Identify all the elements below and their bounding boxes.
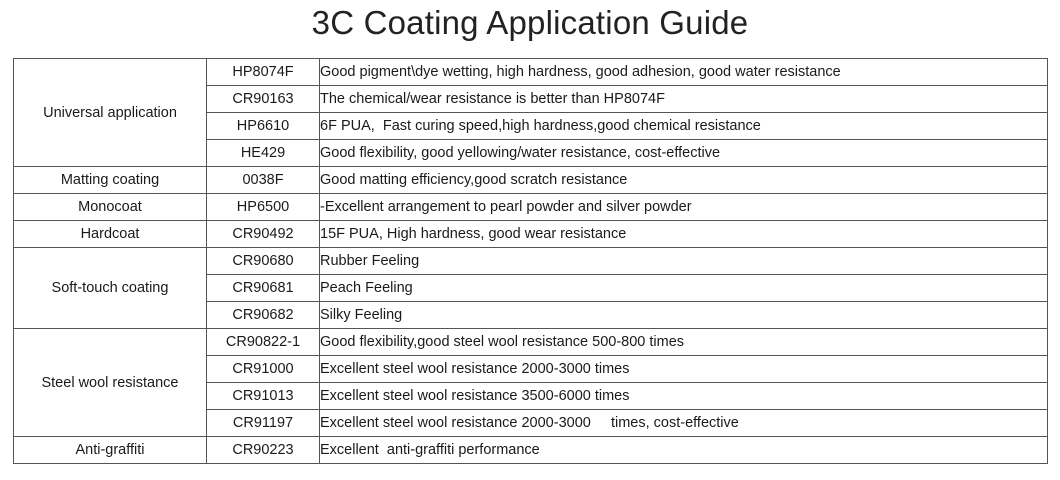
coating-guide-body	[14, 59, 1048, 464]
category-cell: Universal application	[14, 59, 207, 167]
description-cell: -Excellent arrangement to pearl powder and silver powder	[320, 194, 1048, 221]
product-code-cell: CR90681	[207, 275, 320, 302]
description-cell: Good flexibility,good steel wool resistance 500-800 times	[320, 329, 1048, 356]
table-row	[14, 329, 1048, 356]
category-cell: Anti-graffiti	[14, 437, 207, 464]
product-code-cell: CR91000	[207, 356, 320, 383]
product-code-cell: HE429	[207, 140, 320, 167]
description-cell: 6F PUA, Fast curing speed,high hardness,good chemical resistance	[320, 113, 1048, 140]
category-cell: Monocoat	[14, 194, 207, 221]
table-row	[14, 221, 1048, 248]
description-cell: Excellent steel wool resistance 2000-3000 times	[320, 356, 1048, 383]
description-cell: Good matting efficiency,good scratch resistance	[320, 167, 1048, 194]
product-code-cell: CR90822-1	[207, 329, 320, 356]
table-row	[14, 437, 1048, 464]
product-code-cell: CR91013	[207, 383, 320, 410]
product-code-cell: CR90223	[207, 437, 320, 464]
product-code-cell: CR90680	[207, 248, 320, 275]
product-code-cell: HP6610	[207, 113, 320, 140]
product-code-cell: CR91197	[207, 410, 320, 437]
table-row	[14, 248, 1048, 275]
coating-guide-table	[13, 58, 1048, 464]
product-code-cell: CR90682	[207, 302, 320, 329]
product-code-cell: CR90492	[207, 221, 320, 248]
table-row	[14, 167, 1048, 194]
description-cell: Excellent steel wool resistance 2000-3000 times, cost-effective	[320, 410, 1048, 437]
product-code-cell: 0038F	[207, 167, 320, 194]
description-cell: Excellent steel wool resistance 3500-6000 times	[320, 383, 1048, 410]
product-code-cell: HP8074F	[207, 59, 320, 86]
description-cell: Rubber Feeling	[320, 248, 1048, 275]
page-title: 3C Coating Application Guide	[311, 4, 749, 41]
description-cell: Excellent anti-graffiti performance	[320, 437, 1048, 464]
table-row	[14, 194, 1048, 221]
table-row	[14, 59, 1048, 86]
category-cell: Matting coating	[14, 167, 207, 194]
description-cell: Good flexibility, good yellowing/water resistance, cost-effective	[320, 140, 1048, 167]
category-cell: Hardcoat	[14, 221, 207, 248]
description-cell: 15F PUA, High hardness, good wear resistance	[320, 221, 1048, 248]
product-code-cell: HP6500	[207, 194, 320, 221]
description-cell: Peach Feeling	[320, 275, 1048, 302]
description-cell: Silky Feeling	[320, 302, 1048, 329]
category-cell: Steel wool resistance	[14, 329, 207, 437]
description-cell: The chemical/wear resistance is better than HP8074F	[320, 86, 1048, 113]
product-code-cell: CR90163	[207, 86, 320, 113]
description-cell: Good pigment\dye wetting, high hardness, good adhesion, good water resistance	[320, 59, 1048, 86]
category-cell: Soft-touch coating	[14, 248, 207, 329]
